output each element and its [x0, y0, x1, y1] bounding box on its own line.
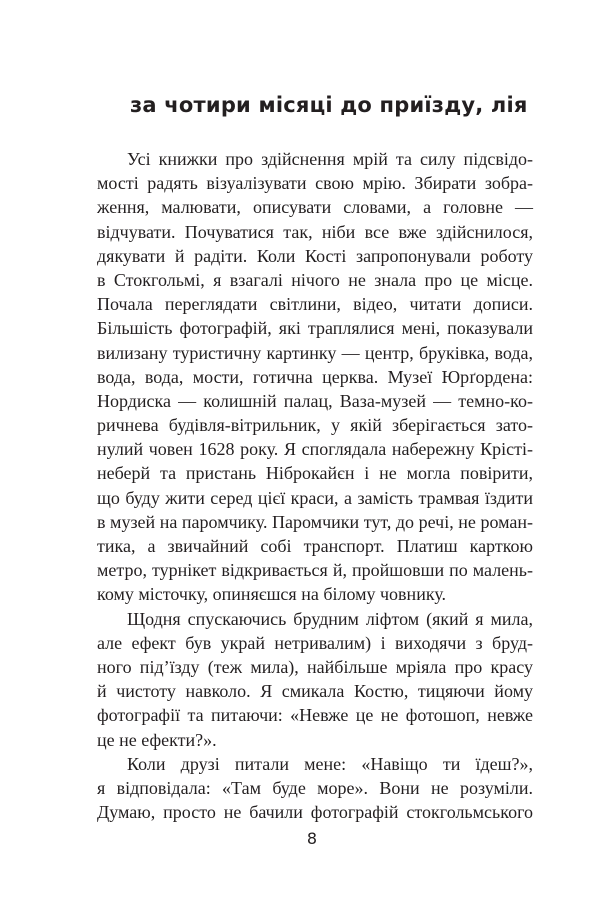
text-line: Почала переглядати світлини, відео, читати дописи.	[97, 294, 533, 315]
text-line: метро, турнікет відкривається й, пройшовши по малень-	[97, 560, 533, 581]
text-line: вилизану туристичну картинку — центр, бруківка, вода,	[97, 342, 533, 363]
body-text	[97, 147, 533, 824]
paragraph	[97, 752, 533, 825]
text-line: Нордиска — колишній палац, Ваза-музей — темно-ко-	[97, 390, 533, 411]
text-line: Більшість фотографій, які траплялися мені, показували	[97, 318, 533, 339]
page-number: 8	[306, 829, 318, 848]
text-line: але ефект був украй нетривалим) і виходячи з бруд-	[97, 632, 533, 653]
text-line: фотографії та питаючи: «Невже це не фотошоп, невже	[97, 705, 533, 726]
text-line: ричнева будівля-вітрильник, у якій зберігається зато-	[97, 415, 533, 436]
text-line: я відповідала: «Там буде море». Вони не розуміли.	[97, 777, 533, 798]
text-line: ного під’їзду (теж мила), найбільше мріяла про красу	[97, 656, 533, 677]
text-line: й чистоту навколо. Я смикала Костю, тицяючи йому	[97, 681, 533, 702]
text-line: Щодня спускаючись брудним ліфтом (який я мила,	[127, 608, 533, 629]
paragraph	[97, 147, 533, 607]
text-line: в музей на паромчику. Паромчики тут, до речі, не роман-	[97, 511, 533, 532]
text-line: в Стокгольмі, я взагалі нічого не знала про це місце.	[97, 269, 533, 290]
paragraph	[97, 607, 533, 752]
text-line: неберй та пристань Нiброкайєн і не могла повірити,	[97, 463, 533, 484]
chapter-title: за чотири місяці до приїзду, лія	[130, 93, 528, 117]
text-line: вода, вода, мости, готична церква. Музеї Юрґордена:	[97, 366, 533, 387]
text-line: Коли друзі питали мене: «Навіщо ти їдеш?»,	[127, 753, 533, 774]
text-line: Думаю, просто не бачили фотографій стокгольмського	[97, 802, 533, 823]
text-line: нулий човен 1628 року. Я споглядала набережну Крісті-	[97, 439, 533, 460]
text-line: дякувати й радіти. Коли Кості запропонували роботу	[97, 245, 533, 266]
text-line: Усі книжки про здійснення мрій та силу підсвідо-	[127, 149, 533, 169]
text-line: відчувати. Почуватися так, ніби все вже здійснилося,	[97, 221, 533, 242]
text-line: ження, малювати, описувати словами, а головне —	[97, 197, 533, 218]
text-line: тика, а звичайний собі транспорт. Платиш карткою	[97, 536, 533, 556]
text-line: це не ефекти?».	[97, 729, 217, 750]
text-line: мості радять візуалізувати свою мрію. Збирати зобра-	[97, 173, 533, 194]
text-line: що буду жити серед цієї краси, а замість трамвая їздити	[97, 487, 533, 508]
text-line: кому місточку, опиняєшся на білому човнику.	[97, 584, 447, 605]
